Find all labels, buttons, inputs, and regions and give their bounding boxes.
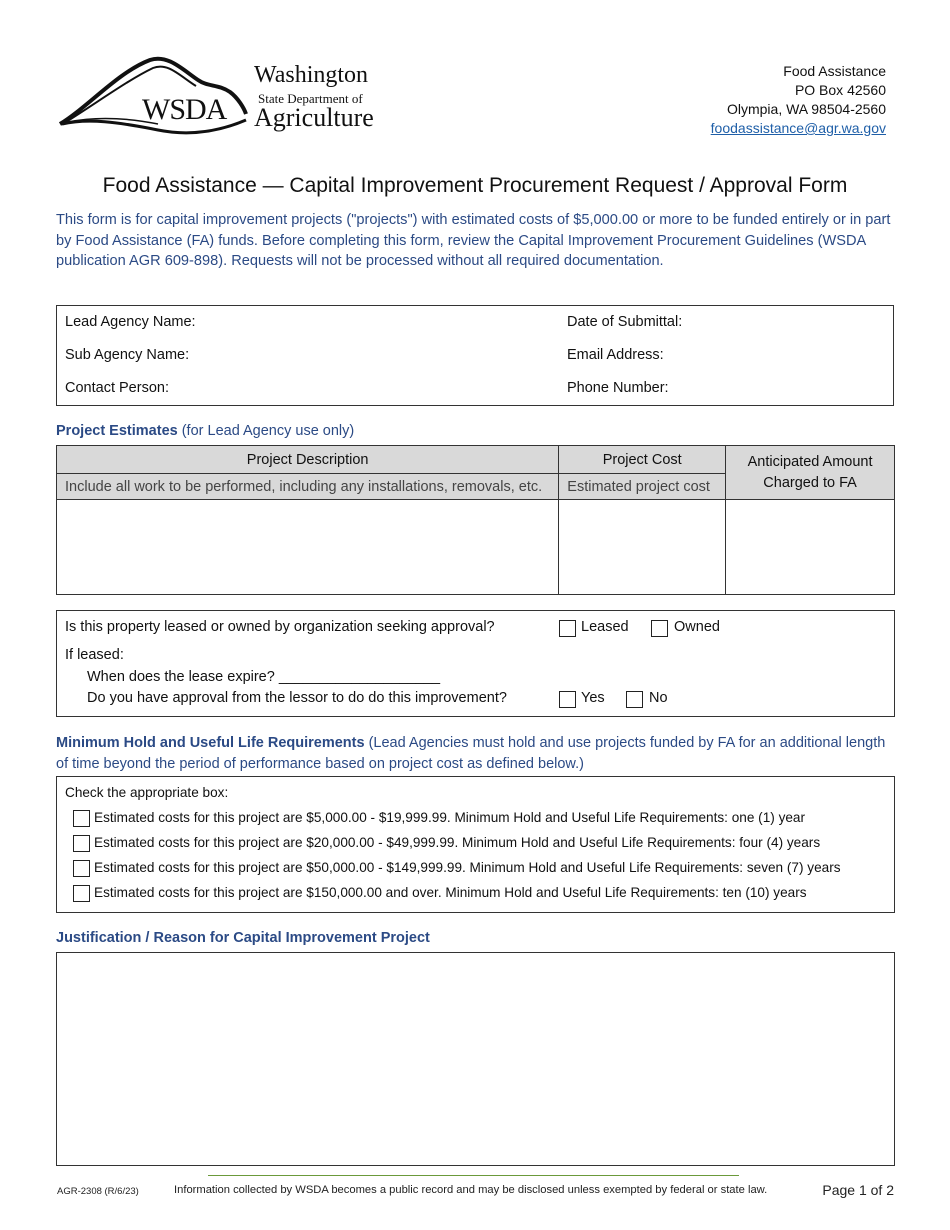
- hold-option-3-label: Estimated costs for this project are $50,000.00 - $149,999.99. Minimum Hold and Useful Life Requirements: seven (7) years: [94, 860, 841, 875]
- check-instruction: Check the appropriate box:: [65, 785, 229, 800]
- lessor-approval-question: Do you have approval from the lessor to do do this improvement?: [87, 690, 507, 706]
- agency-info-box: [56, 305, 894, 406]
- hold-option-checkbox[interactable]: [73, 860, 90, 877]
- leased-checkbox[interactable]: [559, 620, 576, 637]
- address-line-3: Olympia, WA 98504-2560: [726, 101, 886, 117]
- col-header-cost: Project Cost: [559, 446, 726, 474]
- no-label: No: [649, 690, 668, 706]
- hold-option-checkbox[interactable]: [73, 810, 90, 827]
- logo-abbr: WSDA: [142, 93, 227, 126]
- sub-agency-label[interactable]: Sub Agency Name:: [65, 347, 190, 363]
- hold-option-2-label: Estimated costs for this project are $20,000.00 - $49,999.99. Minimum Hold and Useful Life Requirements: four (4) years: [94, 835, 821, 850]
- yes-checkbox[interactable]: [559, 691, 576, 708]
- form-code: AGR-2308 (R/6/23): [57, 1186, 139, 1197]
- anticipated-input-cell[interactable]: [726, 500, 895, 595]
- col-header-anticipated: Anticipated Amount Charged to FA: [726, 446, 895, 500]
- min-hold-heading-note: (Lead Agencies must hold and use projects funded by FA for an additional length of time beyond the period of performance based on project cost as defined below.): [56, 735, 886, 772]
- min-hold-heading: [56, 733, 896, 775]
- form-title: Food Assistance — Capital Improvement Procurement Request / Approval Form: [102, 174, 848, 197]
- owned-checkbox[interactable]: [651, 620, 668, 637]
- lead-agency-label[interactable]: Lead Agency Name:: [65, 314, 196, 330]
- address-line-1: Food Assistance: [783, 63, 886, 79]
- address-line-2: PO Box 42560: [794, 82, 886, 98]
- yes-label: Yes: [581, 690, 605, 706]
- hold-option-checkbox[interactable]: [73, 835, 90, 852]
- email-address-label[interactable]: Email Address:: [567, 347, 664, 363]
- project-estimates-table: [56, 445, 895, 595]
- intro-paragraph: This form is for capital improvement projects ("projects") with estimated costs of $5,000.00 or more to be funded entirely or in part by Food Assistance (FA) funds. Before completing this form, review the Capital Improvement Procurement Guidelines (WSDA publication AGR 609-898). Requests will not be processed without all required documentation.: [56, 212, 891, 270]
- lease-expire-question[interactable]: When does the lease expire? ____________________: [87, 669, 441, 685]
- cost-hint: Estimated project cost: [559, 474, 726, 500]
- page-number: Page 1 of 2: [822, 1182, 894, 1198]
- project-estimates-heading: [56, 423, 354, 439]
- justification-heading-bold: Justification / Reason for Capital Improvement Project: [56, 930, 430, 946]
- description-input-cell[interactable]: [57, 500, 559, 595]
- justification-heading: [56, 930, 430, 946]
- email-link[interactable]: foodassistance@agr.wa.gov: [710, 120, 886, 136]
- date-submittal-label[interactable]: Date of Submittal:: [567, 314, 683, 330]
- justification-textarea[interactable]: [56, 952, 895, 1166]
- description-hint: Include all work to be performed, including any installations, removals, etc.: [57, 474, 559, 500]
- cost-input-cell[interactable]: [559, 500, 726, 595]
- phone-number-label[interactable]: Phone Number:: [567, 380, 669, 396]
- logo-line-state-dept: State Department of: [258, 91, 363, 106]
- if-leased-label: If leased:: [65, 647, 124, 663]
- hold-option-1-label: Estimated costs for this project are $5,000.00 - $19,999.99. Minimum Hold and Useful Life Requirements: one (1) year: [94, 810, 806, 825]
- logo-line-washington: Washington: [254, 62, 369, 88]
- col-header-description: Project Description: [57, 446, 559, 474]
- contact-person-label[interactable]: Contact Person:: [65, 380, 169, 396]
- public-record-note: Information collected by WSDA becomes a public record and may be disclosed unless exempted by federal or state law.: [174, 1184, 768, 1196]
- leased-label: Leased: [581, 619, 629, 635]
- owned-label: Owned: [674, 619, 720, 635]
- logo-line-agriculture: Agriculture: [254, 103, 374, 132]
- wsda-logo: [58, 52, 378, 137]
- min-hold-heading-bold: Minimum Hold and Useful Life Requirements: [56, 735, 365, 751]
- hold-option-4-label: Estimated costs for this project are $150,000.00 and over. Minimum Hold and Useful Life Requirements: ten (10) years: [94, 885, 807, 900]
- no-checkbox[interactable]: [626, 691, 643, 708]
- footer-divider: [208, 1175, 739, 1176]
- min-hold-box: [56, 776, 895, 913]
- project-estimates-heading-bold: Project Estimates: [56, 423, 178, 439]
- address-block: [711, 62, 886, 138]
- project-estimates-heading-note: (for Lead Agency use only): [177, 423, 355, 439]
- leased-owned-question: Is this property leased or owned by organization seeking approval?: [65, 619, 495, 635]
- property-box: [56, 610, 895, 717]
- hold-option-checkbox[interactable]: [73, 885, 90, 902]
